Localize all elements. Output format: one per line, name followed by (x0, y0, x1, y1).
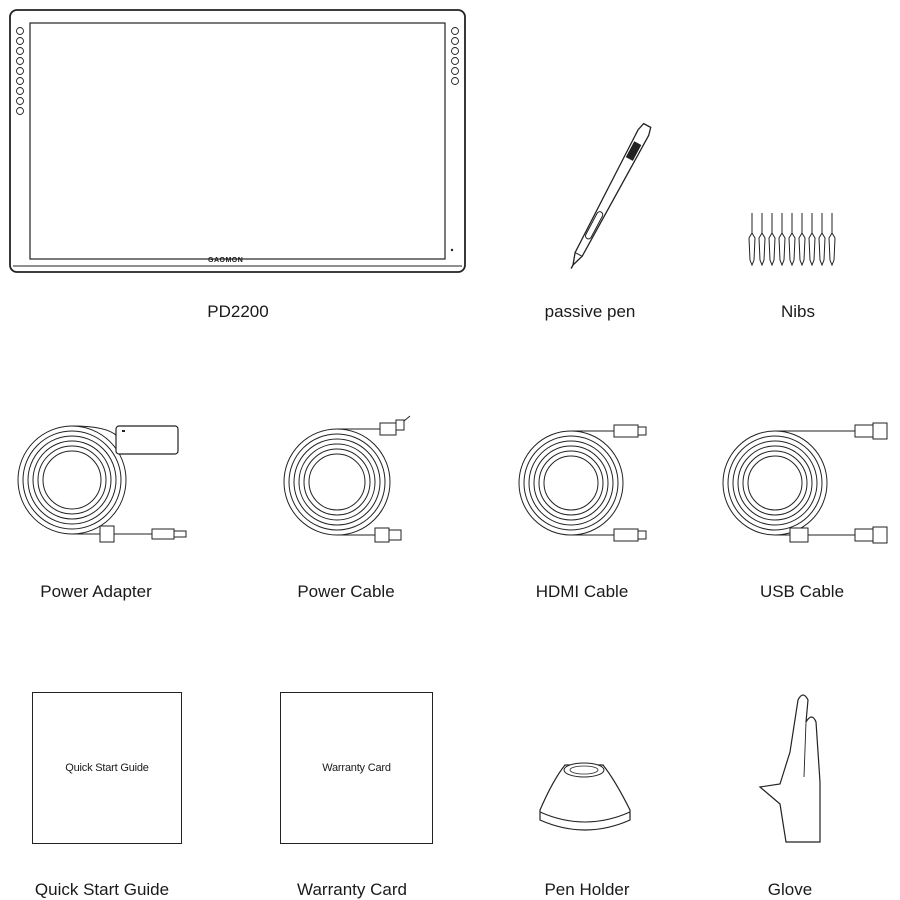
tablet-icon (8, 8, 468, 276)
warranty-cover-text: Warranty Card (322, 762, 391, 774)
tablet-brand: GAOMON (208, 257, 244, 264)
pen-holder-icon (535, 760, 635, 840)
pen-icon (560, 110, 690, 275)
nibs-caption: Nibs (780, 302, 816, 321)
pen-item (560, 110, 690, 275)
usb-cable-caption: USB Cable (759, 582, 845, 601)
power-adapter-item (12, 418, 197, 546)
power-cable-caption: Power Cable (297, 582, 395, 601)
pen-holder-item (535, 760, 635, 840)
nibs-item (745, 208, 845, 268)
power-adapter-caption: Power Adapter (40, 582, 152, 601)
pen-caption: passive pen (544, 302, 636, 321)
warranty-caption: Warranty Card (297, 880, 407, 899)
tablet-caption: PD2200 (207, 302, 269, 321)
quick-start-caption: Quick Start Guide (34, 880, 170, 899)
hdmi-cable-icon (516, 420, 656, 546)
usb-cable-icon (720, 420, 895, 546)
glove-icon (758, 692, 838, 844)
hdmi-cable-caption: HDMI Cable (535, 582, 629, 601)
power-adapter-icon (12, 418, 197, 546)
glove-item (758, 692, 838, 844)
power-cable-icon (282, 418, 422, 546)
quick-start-cover-text: Quick Start Guide (65, 762, 149, 774)
warranty-card (280, 692, 433, 844)
nibs-icon (745, 208, 845, 268)
power-cable-item (282, 418, 422, 546)
quick-start-guide-card (32, 692, 182, 844)
tablet-item (8, 8, 468, 276)
usb-cable-item (720, 420, 895, 546)
glove-caption: Glove (767, 880, 813, 899)
pen-holder-caption: Pen Holder (544, 880, 630, 899)
hdmi-cable-item (516, 420, 656, 546)
